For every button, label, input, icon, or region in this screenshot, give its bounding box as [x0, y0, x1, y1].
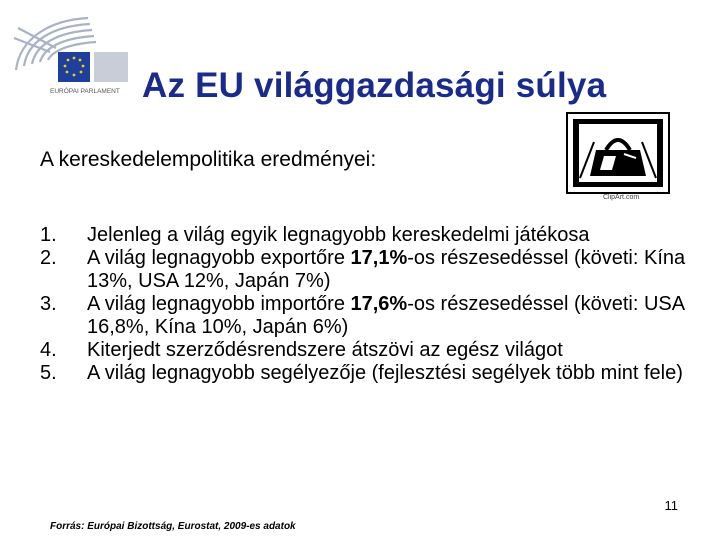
list-item-number: 5.	[40, 362, 57, 384]
list-item-text: Kiterjedt szerződésrendszere átszövi az egész világot	[87, 339, 563, 361]
list-item-text-pre: A világ legnagyobb importőre	[87, 293, 351, 315]
list-item-text-post: -os részesedéssel (követi: Kína 13%, USA 12%, Japán 7%)	[87, 247, 686, 292]
list-item	[40, 293, 700, 339]
list-item-text-pre: A világ legnagyobb exportőre	[87, 247, 351, 269]
export-share-value: 17,1%	[350, 247, 408, 269]
list-item	[40, 339, 700, 362]
logo-caption: EURÓPAI PARLAMENT	[50, 88, 120, 95]
list-item-text-post: -os részesedéssel (követi: USA 16,8%, Kína 10%, Japán 6%)	[87, 293, 684, 338]
list-item-number: 2.	[40, 247, 57, 269]
source-note: Forrás: Európai Bizottság, Eurostat, 2009-es adatok	[50, 521, 296, 532]
list-item-number: 1.	[40, 224, 57, 246]
list-item	[40, 224, 700, 247]
results-list	[40, 224, 700, 385]
page-number: 11	[664, 498, 678, 513]
list-item-number: 3.	[40, 293, 57, 315]
slide-title: Az EU világgazdasági súlya	[142, 66, 607, 105]
list-item-text: Jelenleg a világ egyik legnagyobb kereskedelmi játékosa	[87, 224, 590, 246]
list-item-text: A világ legnagyobb segélyezője (fejlesztési segélyek több mint fele)	[87, 362, 683, 384]
list-item	[40, 247, 700, 293]
shopping-bag-clipart-icon	[566, 112, 670, 200]
european-parliament-logo	[10, 8, 130, 98]
list-item-text	[87, 247, 700, 293]
list-item-number: 4.	[40, 339, 57, 361]
import-share-value: 17,6%	[350, 293, 408, 315]
list-item-text	[87, 293, 700, 339]
list-item	[40, 362, 700, 385]
slide-subtitle: A kereskedelempolitika eredményei:	[40, 148, 377, 171]
clipart-caption: ClipArt.com	[603, 194, 640, 201]
